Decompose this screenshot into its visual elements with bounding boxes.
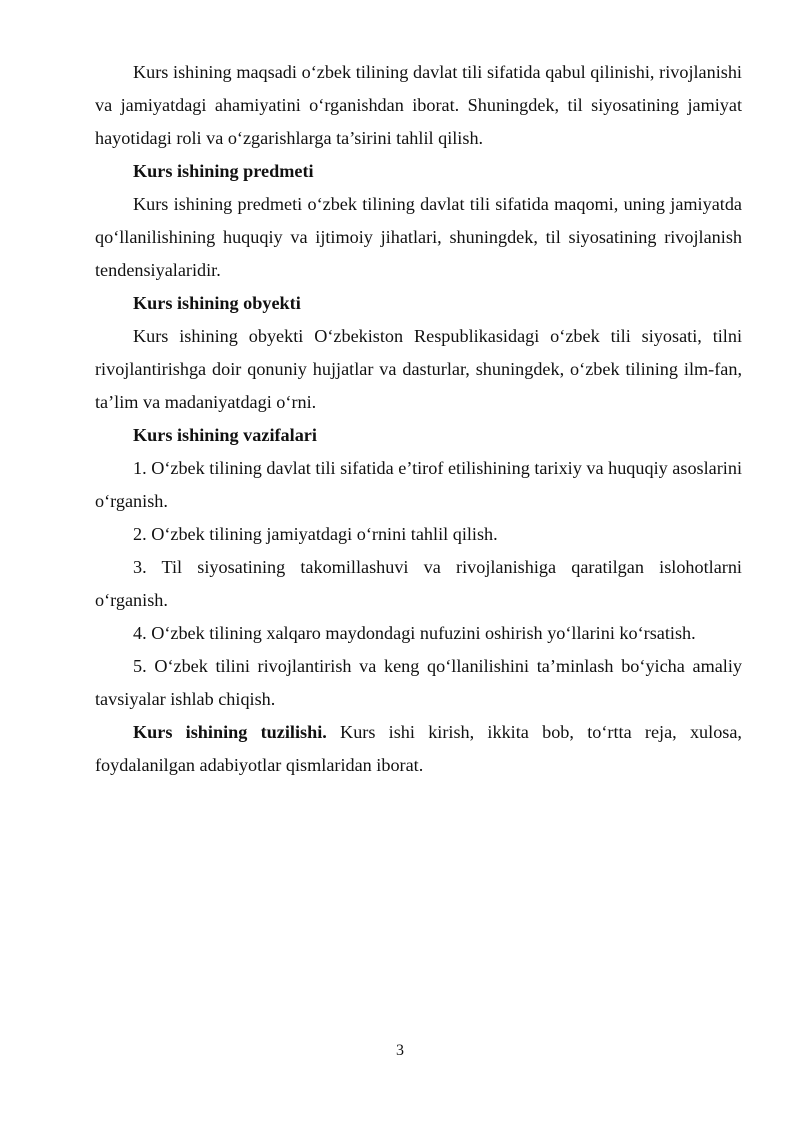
- intro-paragraph: Kurs ishining maqsadi o‘zbek tilining davlat tili sifatida qabul qilinishi, rivojlanishi va jamiyatdagi ahamiyatini o‘rganishdan iborat. Shuningdek, til siyosatining jamiyat hayotidagi roli va o‘zgarishlarga ta’sirini tahlil qilish.: [95, 62, 742, 148]
- vazifalar-heading: Kurs ishining vazifalari: [133, 425, 317, 445]
- obyekt-paragraph: Kurs ishining obyekti O‘zbekiston Respublikasidagi o‘zbek tili siyosati, tilni rivojlantirishga doir qonuniy hujjatlar va dasturlar, shuningdek, o‘zbek tilining ilm-fan, ta’lim va madaniyatdagi o‘rni.: [95, 326, 742, 412]
- vazifa-item-1: 1. O‘zbek tilining davlat tili sifatida e’tirof etilishining tarixiy va huquqiy asoslarini o‘rganish.: [95, 458, 742, 511]
- vazifa-item-4: 4. O‘zbek tilining xalqaro maydondagi nufuzini oshirish yo‘llarini ko‘rsatish.: [133, 623, 696, 643]
- predmet-heading: Kurs ishining predmeti: [133, 161, 314, 181]
- predmet-paragraph: Kurs ishining predmeti o‘zbek tilining davlat tili sifatida maqomi, uning jamiyatda qo‘llanilishining huquqiy va ijtimoiy jihatlari, shuningdek, til siyosatining rivojlanish tendensiyalaridir.: [95, 194, 742, 280]
- document-body: [95, 56, 742, 782]
- vazifa-item-3: 3. Til siyosatining takomillashuvi va rivojlanishiga qaratilgan islohotlarni o‘rganish.: [95, 557, 742, 610]
- tuzilish-heading: Kurs ishining tuzilishi.: [133, 722, 327, 742]
- vazifa-item-5: 5. O‘zbek tilini rivojlantirish va keng qo‘llanilishini ta’minlash bo‘yicha amaliy tavsiyalar ishlab chiqish.: [95, 656, 742, 709]
- page-number: 3: [396, 1042, 404, 1059]
- vazifa-item-2: 2. O‘zbek tilining jamiyatdagi o‘rnini tahlil qilish.: [133, 524, 498, 544]
- tuzilish-text: Kurs ishi kirish, ikkita bob, to‘rtta reja, xulosa, foydalanilgan adabiyotlar qismlaridan iborat.: [95, 722, 742, 775]
- obyekt-heading: Kurs ishining obyekti: [133, 293, 301, 313]
- tuzilish-paragraph: [95, 716, 742, 782]
